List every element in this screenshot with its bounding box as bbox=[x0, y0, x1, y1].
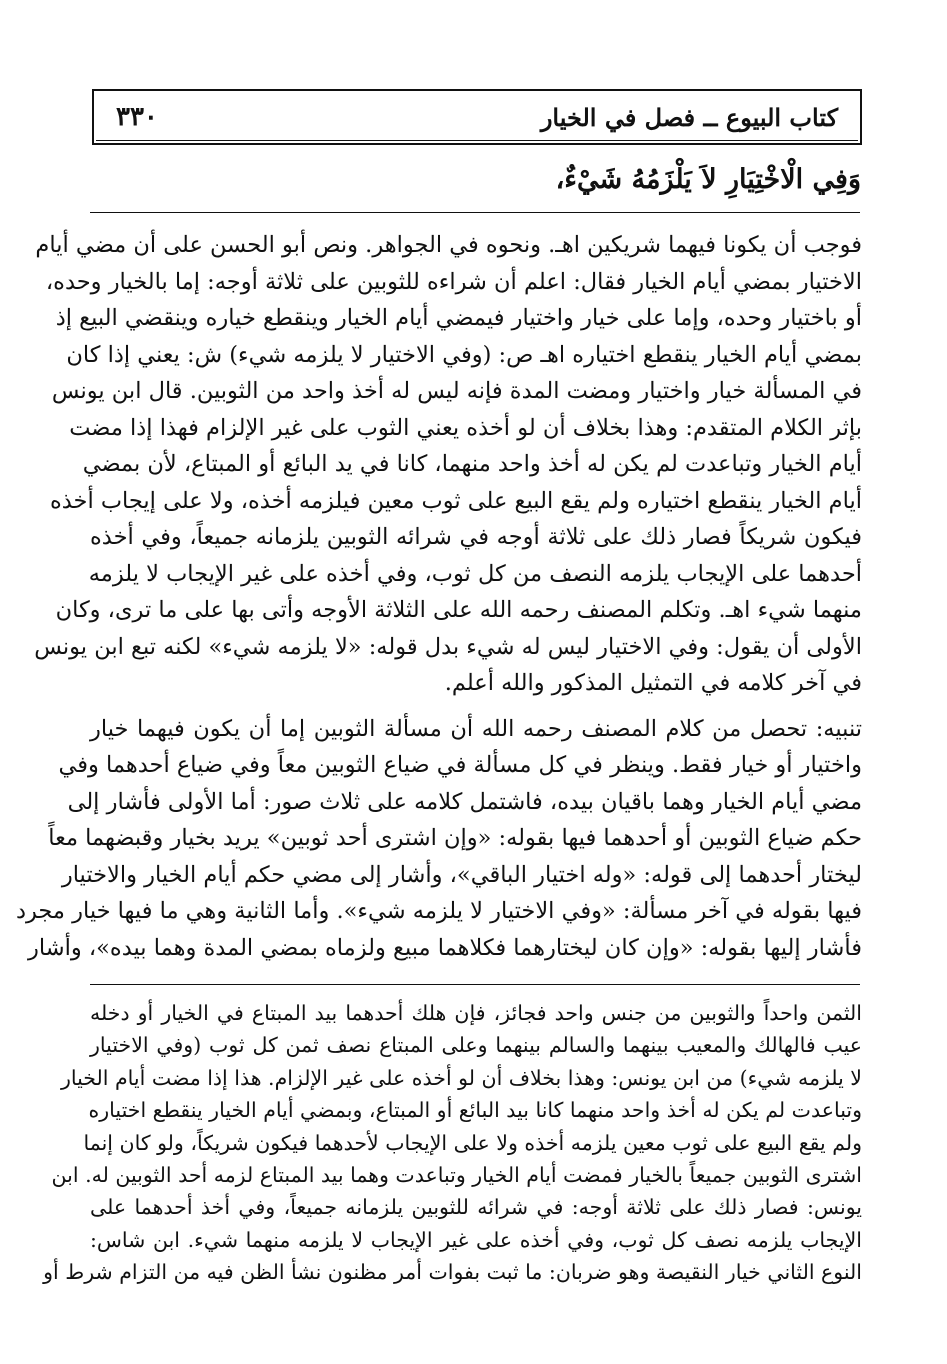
page-header bbox=[92, 89, 862, 145]
text-line: أو باختيار وحده، وإما على خيار واختيار فيمضي أيام الخيار وينقطع خياره وينقضي البيع إذ bbox=[55, 305, 862, 331]
text-line: فيها بقوله في آخر مسألة: «وفي الاختيار لا يلزمه شيء». وأما الثانية وهي ما فيها خيار مجرد bbox=[15, 898, 862, 924]
footnote-divider bbox=[90, 984, 860, 985]
text-line: منهما شيء اهـ. وتكلم المصنف رحمه الله على الثلاثة الأوجه وأتى بها على ما ترى، وكان bbox=[55, 597, 862, 623]
text-line: الاختيار بمضي أيام الخيار فقال: اعلم أن شراءه للثوبين على ثلاثة أوجه: إما بالخيار وحده، bbox=[45, 268, 862, 295]
text-line: في آخر كلامه في التمثيل المذكور والله أعلم. bbox=[444, 670, 862, 696]
footnote-line: الثمن واحداً والثوبين من جنس واحد فجائز، فإن هلك أحدهما بيد المبتاع في الخيار أو دخله bbox=[90, 1001, 862, 1025]
text-line: فوجب أن يكونا فيهما شريكين اهـ. ونحوه في الجواهر. ونص أبو الحسن على أن مضي أيام bbox=[35, 232, 862, 258]
footnote-line: عيب فالهالك والمعيب بينهما والسالم بينهما وعلى المبتاع نصف ثمن كل ثوب (وفي الاختيار bbox=[90, 1033, 862, 1058]
text-line: في المسألة خيار واختيار ومضت المدة فإنه ليس له أخذ واحد من الثوبين. قال ابن يونس bbox=[51, 378, 862, 404]
footnote-line: الإيجاب يلزمه نصف كل ثوب، وفي أخذه على غير الإيجاب لا يلزمه منهما شيء. ابن شاس: bbox=[90, 1227, 862, 1252]
commentary-body bbox=[15, 227, 862, 966]
text-line: ليختار أحدهما إلى قوله: «وله اختيار الباقي»، وأشار إلى مضي حكم أيام الخيار والاختيار bbox=[61, 861, 862, 888]
footnote-line: النوع الثاني خيار النقيصة وهو ضربان: ما ثبت بفوات أمر مظنون نشأ الظن فيه من التزام شرط أو bbox=[43, 1260, 862, 1285]
matn-divider bbox=[90, 212, 860, 213]
running-title: كتاب البيوع ــ فصل في الخيار bbox=[540, 102, 838, 132]
commentary-paragraph-2 bbox=[15, 711, 862, 967]
footnote-line: لا يلزمه شيء) من ابن يونس: وهذا بخلاف أن لو أخذه على غير الإلزام. هذا إذا مضت أيام الخيار bbox=[60, 1065, 862, 1090]
footnote-line: وتباعدت لم يكن له أخذ واحد منهما كانا بيد البائع أو المبتاع، وبمضي أيام الخيار ينقطع اختياره bbox=[88, 1098, 862, 1123]
text-line: بمضي أيام الخيار ينقطع اختياره اهـ ص: (وفي الاختيار لا يلزمه شيء) ش: يعني إذا كان bbox=[66, 341, 862, 368]
text-line: أيام الخيار وتباعدت لم يكن له أخذ واحد منهما، كانا في يد البائع أو المبتاع، لأن بمضي bbox=[82, 451, 862, 477]
text-line: تنبيه: تحصل من كلام المصنف رحمه الله أن مسألة الثوبين إما أن يكون فيهما خيار bbox=[90, 715, 862, 742]
text-line: حكم ضياع الثوبين أو أحدهما فيها بقوله: «وإن اشترى أحد ثوبين» يريد بخيار وقبضهما معاً bbox=[48, 825, 862, 851]
text-line: الأولى أن يقول: وفي الاختيار ليس له شيء بدل قوله: «لا يلزمه شيء» لكنه تبع ابن يونس bbox=[34, 633, 862, 660]
text-line: مضي أيام الخيار وهما باقيان بيده، فاشتمل كلامه على ثلاث صور: أما الأولى فأشار إلى bbox=[67, 788, 862, 815]
footnote-body bbox=[43, 997, 862, 1289]
text-line: أحدهما على الإيجاب يلزمه النصف من كل ثوب، وفي أخذه على غير الإيجاب لا يلزمه bbox=[88, 560, 862, 587]
footnote-line: اشترى الثوبين جميعاً بالخيار فمضت أيام الخيار وتباعدت وهما بيد المبتاع لزمه أحد الثوبين له. ابن bbox=[51, 1163, 862, 1188]
commentary-paragraph-1 bbox=[34, 227, 862, 702]
footnote-paragraph bbox=[43, 997, 862, 1289]
matn-text: وَفِي الْاخْتِيَارِ لاَ يَلْزَمُهُ شَيْءٌ، bbox=[555, 164, 861, 195]
text-line: فيكون شريكاً فصار ذلك على ثلاثة أوجه في شرائه الثوبين يلزمانه جميعاً، وفي أخذه bbox=[90, 524, 862, 550]
footnote-line: ولم يقع البيع على ثوب معين يلزمه أخذه ولا على الإيجاب لأحدهما فيكون شريكاً، ولو كان إنما bbox=[83, 1130, 862, 1155]
text-line: واختيار أو خيار فقط. وينظر في كل مسألة في ضياع الثوبين معاً وفي ضياع أحدهما وفي bbox=[58, 752, 862, 778]
page-number: ٣٣٠ bbox=[116, 102, 158, 132]
text-line: بإثر الكلام المتقدم: وهذا بخلاف أن لو أخذه يعني الثوب على غير الإلزام فهذا إذا مضت bbox=[69, 414, 862, 441]
footnote-line: يونس: فصار ذلك على ثلاثة أوجه: في شرائه للثوبين يلزمانه جميعاً، وفي أخذ أحدهما على bbox=[90, 1195, 862, 1220]
text-line: أيام الخيار ينقطع اختياره ولم يقع البيع على ثوب معين فيلزمه أخذه، ولا على إيجاب أخذه bbox=[49, 487, 862, 514]
text-line: فأشار إليها بقوله: «وإن كان ليختارهما فكلاهما مبيع ولزماه بمضي المدة وهما بيده»، وأشار bbox=[28, 934, 862, 961]
